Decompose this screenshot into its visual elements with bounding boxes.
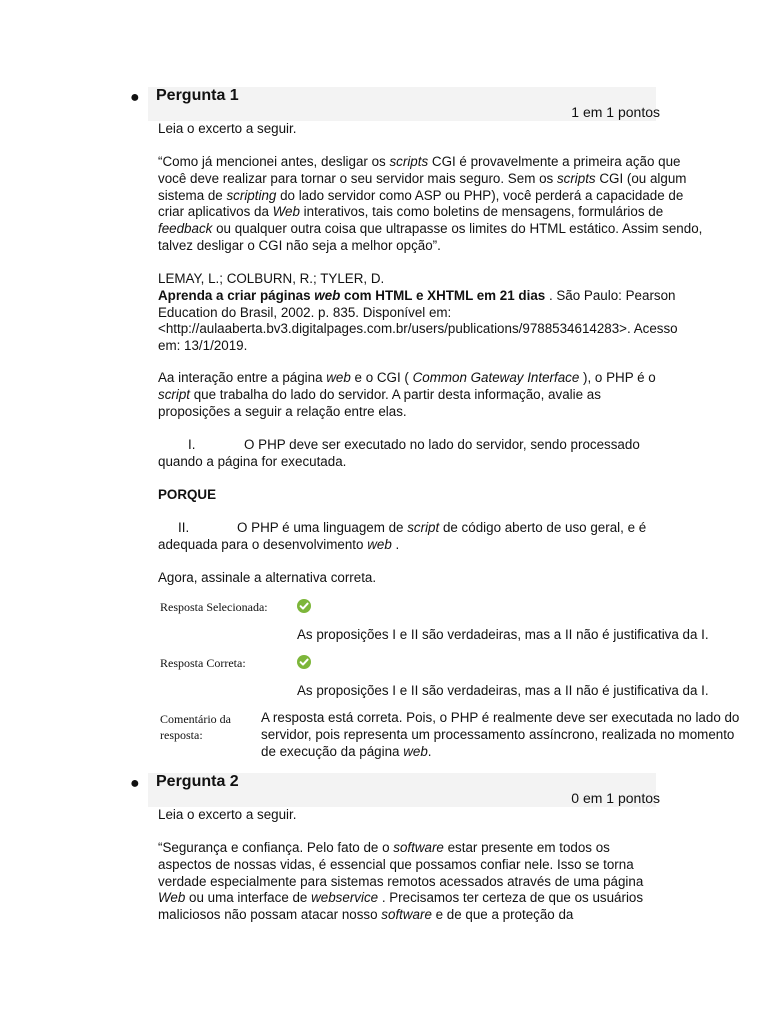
- question-1-header: [148, 87, 660, 121]
- question-1-reference: LEMAY, L.; COLBURN, R.; TYLER, D. Aprenda a criar páginas web com HTML e XHTML em 21 dias . São Paulo: Pearson Education do Brasil, 2002. p. 835. Disponível em: <http://aulaaberta.bv3.digitalpages.com.br/users/publications/9788534614283>. Acesso em: 13/1/2019.: [158, 271, 678, 354]
- proposition-2: II. O PHP é uma linguagem de script de código aberto de uso geral, e é adequada para o desenvolvimento web .: [158, 520, 647, 552]
- check-icon: [297, 655, 311, 669]
- question-2-score: 0 em 1 pontos: [571, 790, 660, 806]
- question-1-quote: “Como já mencionei antes, desligar os scripts CGI é provavelmente a primeira ação que você deve realizar para tornar o seu servidor mais seguro. Sem os scripts CGI (ou algum sistema de scripting do lado servidor como ASP ou PHP), você perderá a capacidade de criar aplicativos da Web interativos, tais como boletins de mensagens, formulários de feedback ou qualquer outra coisa que ultrapasse os limites do HTML estático. Assim sendo, talvez desligar o CGI não seja a melhor opção”.: [158, 154, 703, 253]
- selected-answer-label: Resposta Selecionada:: [160, 600, 268, 614]
- bullet-icon: ●: [130, 775, 140, 792]
- question-1-score: 1 em 1 pontos: [571, 104, 660, 120]
- proposition-1: I. O PHP deve ser executado no lado do servidor, sendo processado quando a página for executada.: [158, 437, 640, 469]
- correct-answer-label: Resposta Correta:: [160, 656, 246, 670]
- question-1-title: Pergunta 1: [156, 87, 239, 104]
- porque-label: PORQUE: [158, 487, 217, 502]
- question-2-header: [148, 773, 660, 807]
- question-2-title: Pergunta 2: [156, 773, 239, 790]
- comment-label: Comentário da resposta:: [160, 712, 231, 742]
- question-1-intro: Leia o excerto a seguir.: [158, 121, 297, 136]
- check-icon: [297, 599, 311, 613]
- question-1-paragraph: Aa interação entre a página web e o CGI ( Common Gateway Interface ), o PHP é o script que trabalha do lado do servidor. A partir desta informação, avalie as proposições a seguir a relação entre elas.: [158, 370, 656, 419]
- question-2-intro: Leia o excerto a seguir.: [158, 807, 297, 822]
- correct-answer-text: As proposições I e II são verdadeiras, mas a II não é justificativa da I.: [297, 683, 709, 698]
- question-2-quote: “Segurança e confiança. Pelo fato de o software estar presente em todos os aspectos de nossas vidas, é essencial que possamos confiar nele. Isso se torna verdade especialmente para sistemas remotos acessados através de uma página Web ou uma interface de webservice . Precisamos ter certeza de que os usuários maliciosos não possam atacar nosso software e de que a proteção da: [158, 840, 644, 923]
- bullet-icon: ●: [130, 89, 140, 106]
- comment-text: A resposta está correta. Pois, o PHP é realmente deve ser executada no lado do servidor, pois representa um processamento assíncrono, realizada no momento de execução da página web.: [261, 710, 740, 759]
- selected-answer-text: As proposições I e II são verdadeiras, mas a II não é justificativa da I.: [297, 627, 709, 642]
- question-1-instruction: Agora, assinale a alternativa correta.: [158, 570, 377, 585]
